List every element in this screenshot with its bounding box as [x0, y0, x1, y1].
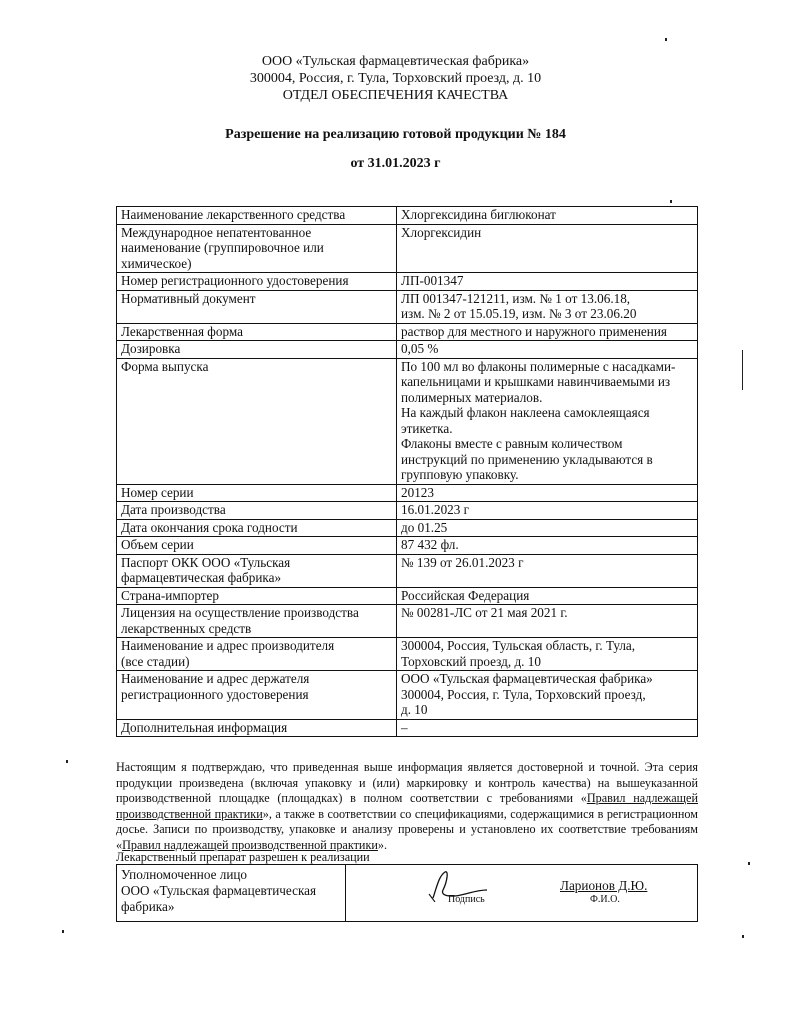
row-value — [397, 537, 698, 555]
row-label — [117, 587, 397, 605]
row-value-line: изм. № 2 от 15.05.19, изм. № 3 от 23.06.20 — [401, 306, 637, 321]
table-row — [117, 224, 698, 273]
row-label — [117, 273, 397, 291]
document-date: от 31.01.2023 г — [350, 156, 441, 171]
row-label-line: Номер регистрационного удостоверения — [121, 273, 349, 288]
row-value-line: капельницами и крышками навинчиваемыми из — [401, 374, 671, 389]
scan-speck — [742, 935, 744, 938]
row-label — [117, 502, 397, 520]
signature-caption: Подпись — [448, 894, 485, 905]
row-label-line: Страна-импортер — [121, 587, 219, 603]
row-value-line: ЛП-001347 — [401, 273, 464, 288]
row-value-line: групповую упаковку. — [401, 467, 519, 482]
row-value-line: д. 10 — [401, 702, 428, 717]
row-label — [117, 554, 397, 587]
table-row — [117, 587, 698, 605]
row-value-line: Флаконы вместе с равным количеством — [401, 436, 623, 451]
row-value-line: 0,05 % — [401, 341, 439, 356]
name-caption: Ф.И.О. — [590, 894, 620, 905]
row-value-line: этикетка. — [401, 420, 453, 436]
row-value — [397, 207, 698, 225]
row-label-line: Дата производства — [121, 502, 226, 517]
table-row — [117, 605, 698, 638]
row-label-line: Дата окончания срока годности — [121, 519, 298, 535]
row-value-line: полимерных материалов. — [401, 389, 543, 405]
row-label — [117, 358, 397, 484]
table-row — [117, 502, 698, 520]
row-value-line: 20123 — [401, 484, 434, 500]
row-value — [397, 605, 698, 638]
row-label-line: Лицензия на осуществление производства — [121, 605, 359, 620]
company-line-2: фабрика» — [121, 899, 175, 914]
row-label-line: наименование (группировочное или — [121, 240, 324, 255]
table-row — [117, 484, 698, 502]
row-label-line: регистрационного удостоверения — [121, 686, 309, 702]
authorized-person-name: Ларионов Д.Ю. — [560, 878, 648, 893]
row-value — [397, 224, 698, 273]
row-value — [397, 719, 698, 737]
row-value-line: раствор для местного и наружного применения — [401, 323, 667, 339]
row-value-line: 300004, Россия, г. Тула, Торховский проезд, — [401, 686, 646, 702]
table-row — [117, 519, 698, 537]
row-label-line: Наименование лекарственного средства — [121, 207, 346, 222]
scan-speck — [665, 38, 667, 41]
row-value — [397, 638, 698, 671]
row-label — [117, 671, 397, 720]
table-row — [117, 273, 698, 291]
authorized-person-cell — [117, 865, 346, 922]
document-title: Разрешение на реализацию готовой продукции № 184 — [225, 127, 566, 142]
row-label-line: (все стадии) — [121, 653, 190, 669]
row-value-line: инструкций по применению укладываются в — [401, 451, 653, 467]
row-value-line: ЛП 001347-121211, изм. № 1 от 13.06.18, — [401, 290, 631, 306]
table-row — [117, 358, 698, 484]
row-value — [397, 587, 698, 605]
table-row — [117, 671, 698, 720]
row-value-line: Хлоргексидин — [401, 224, 482, 240]
table-row — [117, 341, 698, 359]
row-label — [117, 323, 397, 341]
row-value-line: Торховский проезд, д. 10 — [401, 653, 541, 669]
row-label — [117, 638, 397, 671]
header-department: ОТДЕЛ ОБЕСПЕЧЕНИЯ КАЧЕСТВА — [282, 88, 509, 103]
scan-speck — [66, 760, 68, 763]
row-value-line: На каждый флакон наклеена самоклеящаяся — [401, 405, 650, 420]
row-label — [117, 605, 397, 638]
row-value — [397, 671, 698, 720]
row-label-line: лекарственных средств — [121, 620, 252, 636]
row-label-line: Дополнительная информация — [121, 719, 288, 735]
product-info-table — [116, 206, 698, 737]
row-value-line: – — [401, 719, 408, 735]
release-allowed-text: Лекарственный препарат разрешен к реализации — [116, 850, 370, 864]
table-row — [117, 638, 698, 671]
table-row — [117, 554, 698, 587]
row-value — [397, 273, 698, 291]
row-label — [117, 484, 397, 502]
row-value-line: 87 432 фл. — [401, 537, 459, 552]
gmp-rules-ref-1: Правил надлежащей производственной практики — [116, 791, 698, 821]
table-row — [117, 323, 698, 341]
row-value — [397, 341, 698, 359]
table-row — [117, 290, 698, 323]
statement-text-1: Настоящим я подтверждаю, что приведенная выше информация является достоверной и точной. Эта серия продукции произведена (включая упаковку и (или) маркировку и контроль качества) на вышеуказанной производственной площадке (площадках) в полном соответствии с требованиями « — [116, 760, 698, 805]
row-label — [117, 341, 397, 359]
authorized-person-label: Уполномоченное лицо — [121, 867, 248, 882]
row-value-line: ООО «Тульская фармацевтическая фабрика» — [401, 671, 653, 686]
row-value-line: № 00281-ЛС от 21 мая 2021 г. — [401, 605, 568, 620]
row-value-line: По 100 мл во флаконы полимерные с насадками- — [401, 358, 676, 374]
row-label-line: Форма выпуска — [121, 358, 209, 374]
table-row — [117, 719, 698, 737]
row-value — [397, 484, 698, 502]
header-address: 300004, Россия, г. Тула, Торховский проезд, д. 10 — [249, 71, 542, 86]
statement-text-3: ». — [377, 837, 388, 852]
company-line-1: ООО «Тульская фармацевтическая — [121, 883, 317, 898]
row-label-line: Объем серии — [121, 537, 194, 552]
row-value — [397, 519, 698, 537]
confirmation-statement — [116, 760, 698, 853]
row-label-line: Наименование и адрес держателя — [121, 671, 310, 686]
scan-speck — [62, 930, 64, 933]
table-row — [117, 207, 698, 225]
row-label-line: Номер серии — [121, 484, 194, 500]
row-value — [397, 554, 698, 587]
row-value-line: 16.01.2023 г — [401, 502, 470, 517]
row-value-line: № 139 от 26.01.2023 г — [401, 554, 524, 570]
scan-speck — [742, 350, 743, 390]
row-label-line: Лекарственная форма — [121, 323, 243, 339]
gmp-rules-ref-2: Правил надлежащей производственной практики — [122, 837, 378, 852]
row-value — [397, 502, 698, 520]
table-row — [117, 537, 698, 555]
row-value — [397, 290, 698, 323]
row-label-line: Дозировка — [121, 341, 181, 356]
row-label — [117, 224, 397, 273]
row-label — [117, 207, 397, 225]
row-label-line: фармацевтическая фабрика» — [121, 570, 282, 585]
row-value-line: 300004, Россия, Тульская область, г. Тула, — [401, 638, 636, 653]
row-value-line: Хлоргексидина биглюконат — [401, 207, 556, 222]
row-label — [117, 719, 397, 737]
row-value — [397, 323, 698, 341]
row-label-line: Наименование и адрес производителя — [121, 638, 335, 653]
row-label-line: Международное непатентованное — [121, 224, 312, 240]
row-label — [117, 519, 397, 537]
row-value-line: до 01.25 — [401, 519, 448, 535]
row-label-line: Нормативный документ — [121, 290, 256, 306]
row-label — [117, 537, 397, 555]
row-label-line: Паспорт ОКК ООО «Тульская — [121, 554, 291, 570]
statement-text-2: », а также в соответствии со спецификациями, содержащимися в регистрационном досье. Записи по производству, упаковке и анализу проверены и установлено их соответствие требованиям « — [116, 806, 698, 852]
row-label-line: химическое) — [121, 255, 192, 271]
scan-speck — [748, 862, 750, 865]
scan-speck — [670, 200, 672, 203]
row-value-line: Российская Федерация — [401, 587, 530, 603]
row-label — [117, 290, 397, 323]
header-org: ООО «Тульская фармацевтическая фабрика» — [261, 54, 530, 69]
row-value — [397, 358, 698, 484]
